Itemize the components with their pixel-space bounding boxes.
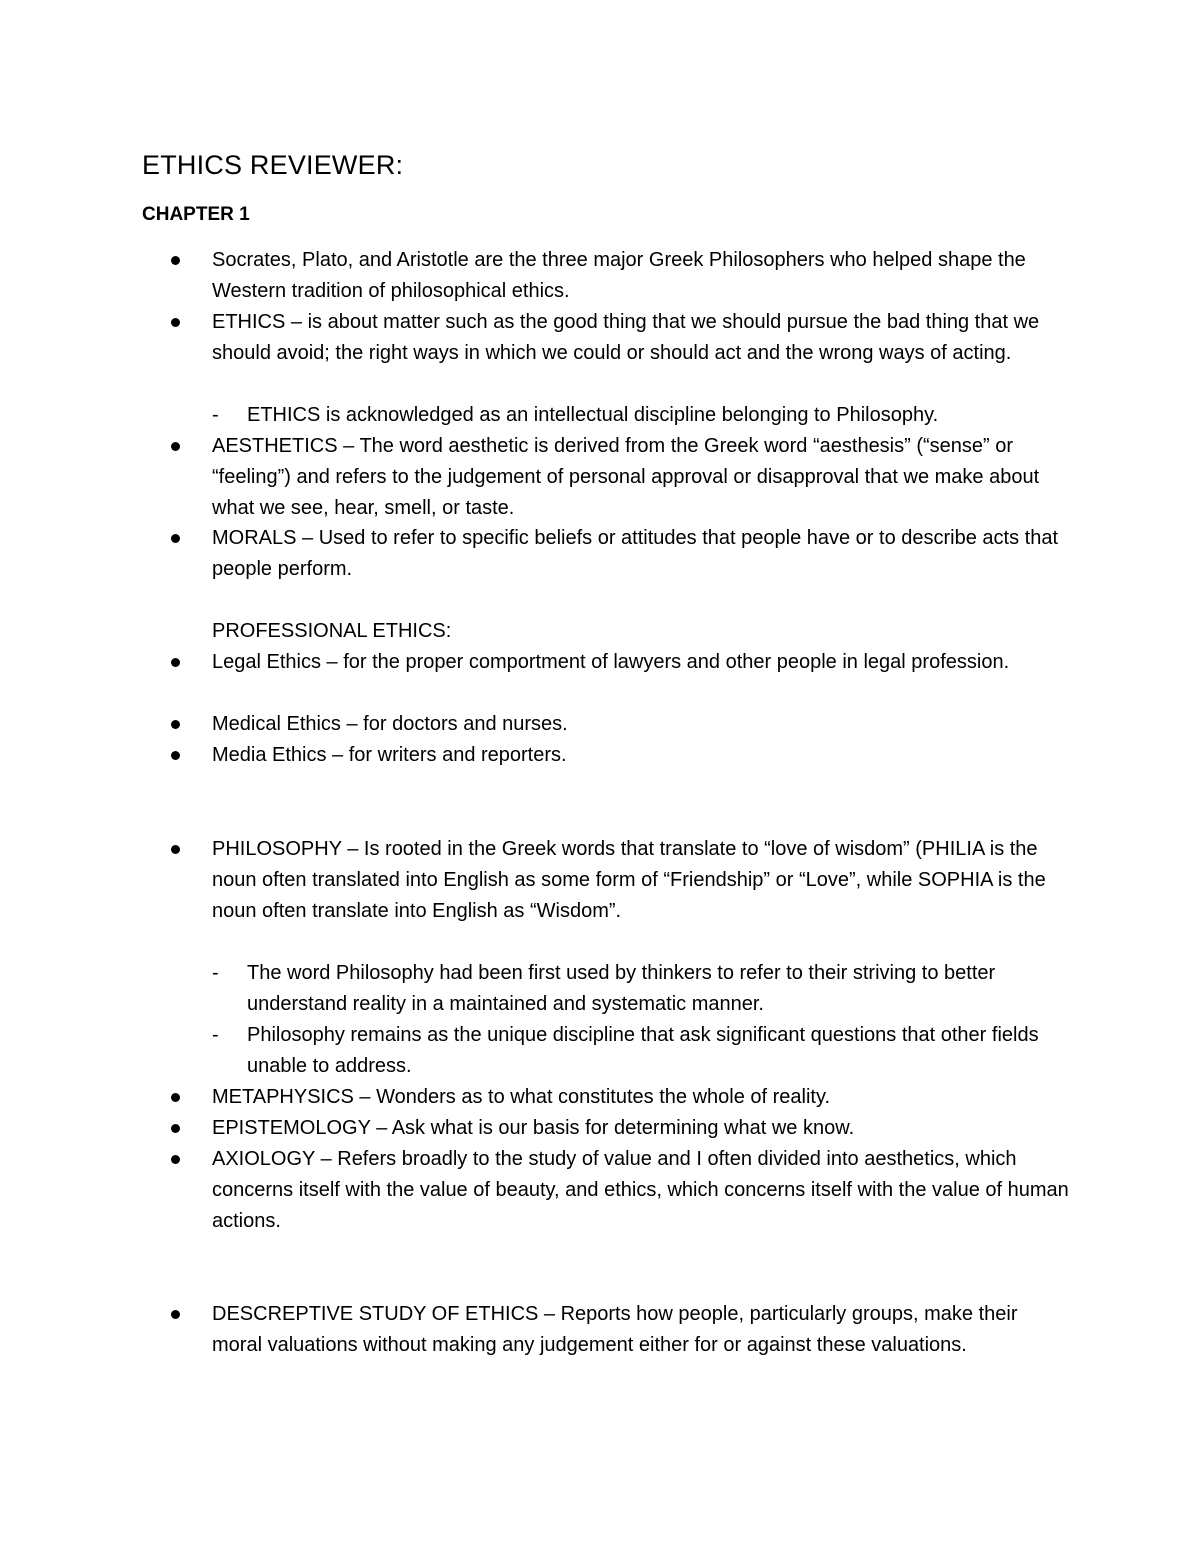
bullet-icon [171,1155,180,1164]
dash-marker: - [212,1024,219,1046]
list-item [212,834,1072,927]
bullet-icon [171,1124,180,1133]
list-item-text: ETHICS – is about matter such as the good thing that we should pursue the bad thing that we should avoid; the right ways in which we could or should act and the wrong ways of acting. [212,311,1040,364]
list-item [212,1299,1072,1361]
list-item [212,431,1072,524]
bullet-icon [171,845,180,854]
bullet-icon [171,1093,180,1102]
bullet-icon [171,534,180,543]
list-item-text: DESCREPTIVE STUDY OF ETHICS – Reports how people, particularly groups, make their moral valuations without making any judgement either for or against these valuations. [212,1303,1018,1356]
sub-item [247,1020,1077,1082]
sub-item [247,958,1077,1020]
list-item [212,709,1072,740]
list-item [212,647,1072,678]
list-item-text: AXIOLOGY – Refers broadly to the study of value and I often divided into aesthetics, which concerns itself with the value of beauty, and ethics, which concerns itself with the value of human actions. [212,1148,1069,1232]
list-item-text: EPISTEMOLOGY – Ask what is our basis for determining what we know. [212,1117,855,1139]
dash-marker: - [212,404,219,426]
bullet-icon [171,1310,180,1319]
sub-item-text: The word Philosophy had been first used by thinkers to refer to their striving to better understand reality in a maintained and systematic manner. [247,962,996,1015]
document-title: ETHICS REVIEWER: [142,150,404,180]
list-item [212,740,1072,771]
section-heading: PROFESSIONAL ETHICS: [212,620,452,642]
list-item [212,1113,1072,1144]
list-item-text: AESTHETICS – The word aesthetic is derived from the Greek word “aesthesis” (“sense” or “feeling”) and refers to the judgement of personal approval or disapproval that we make about what we see, hear, smell, or taste. [212,435,1040,519]
list-item-text: Socrates, Plato, and Aristotle are the three major Greek Philosophers who helped shape the Western tradition of philosophical ethics. [212,249,1026,302]
list-item [212,1082,1072,1113]
list-item-text: Medical Ethics – for doctors and nurses. [212,713,568,735]
list-item-text: METAPHYSICS – Wonders as to what constitutes the whole of reality. [212,1086,831,1108]
list-item-text: MORALS – Used to refer to specific beliefs or attitudes that people have or to describe acts that people perform. [212,527,1058,580]
bullet-icon [171,256,180,265]
bullet-icon [171,442,180,451]
bullet-icon [171,720,180,729]
list-item-text: PHILOSOPHY – Is rooted in the Greek words that translate to “love of wisdom” (PHILIA is the noun often translated into English as some form of “Friendship” or “Love”, while SOPHIA is the noun often translate into English as “Wisdom”. [212,838,1046,922]
list-item [212,307,1072,369]
chapter-heading: CHAPTER 1 [142,204,250,225]
bullet-icon [171,751,180,760]
sub-item [247,400,1077,431]
list-item [212,523,1072,585]
sub-item-text: ETHICS is acknowledged as an intellectual discipline belonging to Philosophy. [247,404,939,426]
list-item-text: Legal Ethics – for the proper comportment of lawyers and other people in legal profession. [212,651,1010,673]
list-item [212,1144,1072,1237]
bullet-icon [171,318,180,327]
list-item-text: Media Ethics – for writers and reporters. [212,744,567,766]
sub-item-text: Philosophy remains as the unique discipline that ask significant questions that other fields unable to address. [247,1024,1039,1077]
dash-marker: - [212,962,219,984]
bullet-icon [171,658,180,667]
list-item [212,245,1072,307]
